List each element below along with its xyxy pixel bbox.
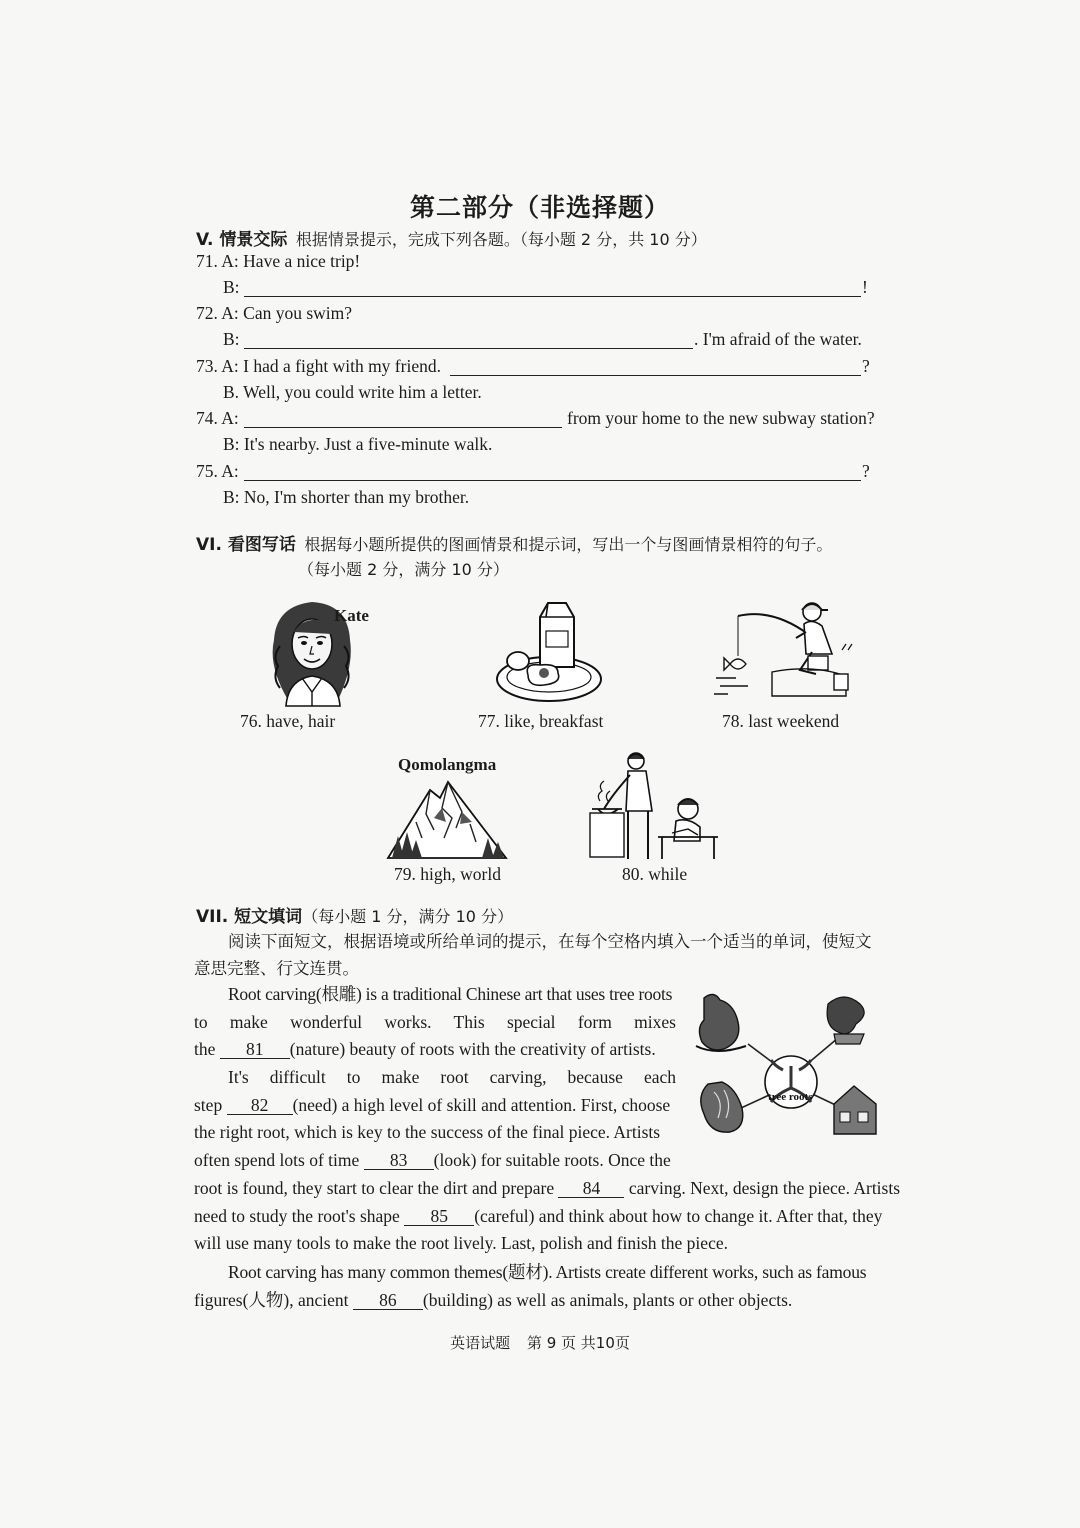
q71-answer-line[interactable] xyxy=(244,296,861,297)
q74-answer-line[interactable] xyxy=(244,427,562,428)
q73-a: 73. A: I had a fight with my friend. xyxy=(196,356,441,376)
mountain-icon xyxy=(386,778,508,862)
figure-label: tree roots xyxy=(768,1091,813,1103)
p2-line-2: step 82 (need) a high level of skill and attention. First, choose xyxy=(194,1094,671,1115)
p2-line-1: It's difficult to make root carving, because each xyxy=(228,1067,676,1087)
passage-paragraph-3 xyxy=(194,1259,886,1314)
p2-line-7: will use many tools to make the root lively. Last, polish and finish the piece. xyxy=(194,1233,728,1254)
section6-heading: VI. 看图写话 xyxy=(196,535,296,555)
q73-b: B. Well, you could write him a letter. xyxy=(223,382,482,402)
footer-page-number: 第 9 页 共10页 xyxy=(526,1334,630,1352)
section6-instruction: 根据每小题所提供的图画情景和提示词，写出一个与图画情景相符的句子。 xyxy=(304,535,833,554)
q72-b-label: B: xyxy=(223,329,240,349)
passage-paragraph-2-cont xyxy=(194,1175,901,1258)
passage-paragraph-2 xyxy=(194,1064,676,1175)
p1-line-3: the 81 (nature) beauty of roots with the creativity of artists. xyxy=(194,1039,656,1060)
q74-b: B: It's nearby. Just a five-minute walk. xyxy=(223,434,493,454)
q75-a: 75. A: xyxy=(196,461,239,481)
section7-heading: VII. 短文填词 xyxy=(196,907,303,927)
part-title: 第二部分（非选择题） xyxy=(409,193,670,222)
q71-end: ! xyxy=(862,277,868,297)
fishing-boy-icon xyxy=(712,598,860,704)
q71-a: 71. A: Have a nice trip! xyxy=(196,251,361,271)
p3-line-2: figures(人物), ancient 86 (building) as well as animals, plants or other objects. xyxy=(194,1289,793,1310)
picture-76-caption: 76. have, hair xyxy=(240,711,336,731)
picture-77-caption: 77. like, breakfast xyxy=(478,711,604,731)
blank-84[interactable]: 84 xyxy=(558,1179,624,1198)
picture-76-label: Kate xyxy=(334,606,369,625)
q74-a: 74. A: xyxy=(196,408,239,428)
blank-85[interactable]: 85 xyxy=(404,1207,474,1226)
picture-80-caption: 80. while xyxy=(622,864,688,884)
p3-line-1: Root carving has many common themes(题材). Artists create different works, such as famous xyxy=(228,1262,867,1282)
section7-instruction: 阅读下面短文，根据语境或所给单词的提示，在每个空格内填入一个适当的单词，使短文意思完整、行文连贯。 xyxy=(194,932,872,978)
milk-and-eggs-icon xyxy=(494,597,604,705)
q71-b-label: B: xyxy=(223,277,240,297)
father-cooking-child-studying-icon xyxy=(588,749,720,861)
blank-82[interactable]: 82 xyxy=(227,1096,293,1115)
section5-header xyxy=(196,225,707,250)
picture-79-label: Qomolangma xyxy=(398,755,497,774)
q73-end: ? xyxy=(862,356,870,376)
section7-score: （每小题 1 分，满分 10 分） xyxy=(302,907,514,926)
q73-answer-line[interactable] xyxy=(450,375,861,376)
passage-paragraph-1 xyxy=(194,981,676,1064)
q75-end: ? xyxy=(862,461,870,481)
q74-end: from your home to the new subway station? xyxy=(567,408,875,428)
footer-subject: 英语试题 xyxy=(450,1334,511,1352)
p2-line-3: the right root, which is key to the success of the final piece. Artists xyxy=(194,1122,661,1143)
section5-instruction: 根据情景提示，完成下列各题。（每小题 2 分，共 10 分） xyxy=(295,230,707,249)
q72-a: 72. A: Can you swim? xyxy=(196,303,353,323)
p1-line-1: Root carving(根雕) is a traditional Chinese art that uses tree roots xyxy=(228,984,673,1004)
q75-answer-line[interactable] xyxy=(244,480,861,481)
q72-answer-line[interactable] xyxy=(244,348,693,349)
section6-score: （每小题 2 分，满分 10 分） xyxy=(298,560,509,579)
blank-83[interactable]: 83 xyxy=(364,1151,434,1170)
page-footer xyxy=(0,1332,1080,1353)
p2-line-6: need to study the root's shape 85 (careful) and think about how to change it. After that, they xyxy=(194,1205,883,1226)
p2-line-5: root is found, they start to clear the dirt and prepare 84 carving. Next, design the piece. Artists xyxy=(194,1178,901,1198)
picture-78-caption: 78. last weekend xyxy=(722,711,840,731)
blank-81[interactable]: 81 xyxy=(220,1040,290,1059)
root-carving-figure xyxy=(688,986,886,1144)
section5-heading: V. 情景交际 xyxy=(196,230,288,250)
blank-86[interactable]: 86 xyxy=(353,1291,423,1310)
p2-line-4: often spend lots of time 83 (look) for suitable roots. Once the xyxy=(194,1150,671,1171)
p1-line-2: to make wonderful works. This special form mixes xyxy=(194,1011,676,1032)
picture-79-caption: 79. high, world xyxy=(394,864,501,884)
section7-header xyxy=(196,902,513,927)
q75-b: B: No, I'm shorter than my brother. xyxy=(223,487,470,507)
section6-header xyxy=(196,530,832,555)
q72-end: . I'm afraid of the water. xyxy=(694,329,862,349)
